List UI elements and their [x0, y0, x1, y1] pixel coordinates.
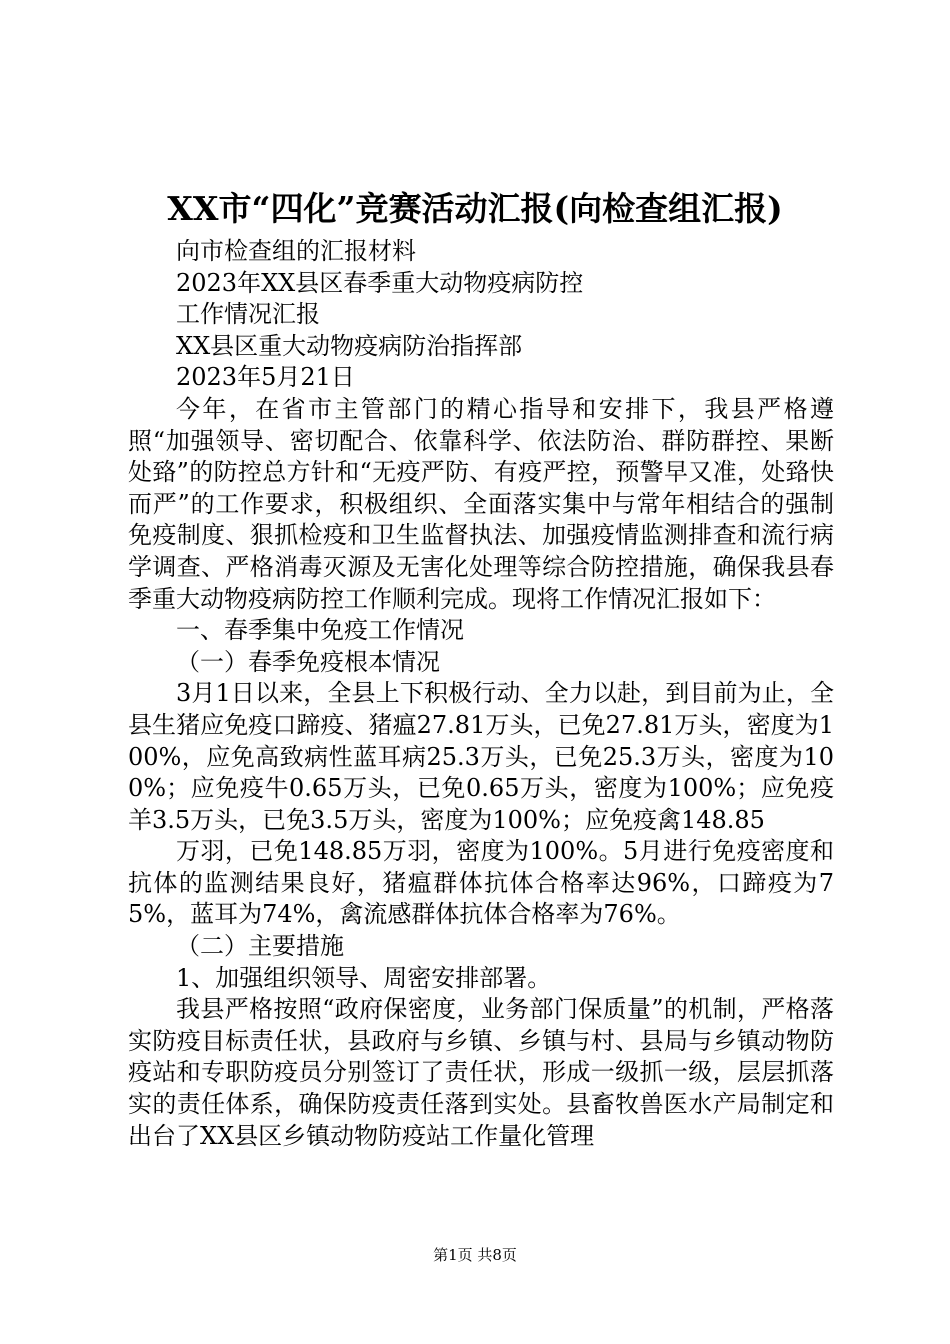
subsection-heading-1: （一）春季免疫根本情况	[176, 647, 440, 676]
measure-heading-1: 1、加强组织领导、周密安排部署。	[176, 963, 552, 992]
paragraph-intro: 今年，在省市主管部门的精心指导和安排下，我县严格遵照“加强领导、密切配合、依靠科学、依法防治、群防群控、果断处臵”的防控总方针和“无疫严防、有疫严控，预警早又准，处臵快而严”的工作要求，积极组织、全面落实集中与常年相结合的强制免疫制度、狠抓检疫和卫生监督执法、加强疫情监测排查和流行病学调查、严格消毒灭源及无害化处理等综合防控措施，确保我县春季重大动物疫病防控工作顺利完成。现将工作情况汇报如下：	[128, 394, 834, 613]
page-number: 第1页 共8页	[433, 1246, 517, 1264]
document-body	[128, 236, 834, 1152]
section-heading-1: 一、春季集中免疫工作情况	[176, 616, 464, 645]
paragraph-immunization-stats-cont: 万羽，已免148.85万羽，密度为100%。5月进行免疫密度和抗体的监测结果良好，猪瘟群体抗体合格率达96%，口蹄疫为75%，蓝耳为74%，禽流感群体抗体合格率为76%。	[128, 837, 834, 929]
paragraph-issuer: XX县区重大动物疫病防治指挥部	[176, 331, 523, 360]
paragraph-report-subject: 2023年XX县区春季重大动物疫病防控	[176, 268, 584, 297]
paragraph-report-subject-cont: 工作情况汇报	[176, 300, 320, 329]
paragraph-measure-1: 我县严格按照“政府保密度，业务部门保质量”的机制，严格落实防疫目标责任状，县政府与乡镇、乡镇与村、县局与乡镇动物防疫站和专职防疫员分别签订了责任状，形成一级抓一级，层层抓落实的责任体系，确保防疫责任落到实处。县畜牧兽医水产局制定和出台了XX县区乡镇动物防疫站工作量化管理	[128, 995, 834, 1150]
paragraph-date: 2023年5月21日	[176, 363, 355, 392]
document-title: XX市“四化”竞赛活动汇报(向检查组汇报)	[167, 189, 783, 228]
paragraph-immunization-stats: 3月1日以来，全县上下积极行动、全力以赴，到目前为止，全县生猪应免疫口蹄疫、猪瘟27.81万头，已免27.81万头，密度为100%，应免高致病性蓝耳病25.3万头，已免25.3万头，密度为100%；应免疫牛0.65万头，已免0.65万头，密度为100%；应免疫羊3.5万头，已免3.5万头，密度为100%；应免疫禽148.85	[128, 679, 834, 834]
paragraph-report-heading: 向市检查组的汇报材料	[176, 237, 416, 265]
subsection-heading-2: （二）主要措施	[176, 932, 344, 961]
